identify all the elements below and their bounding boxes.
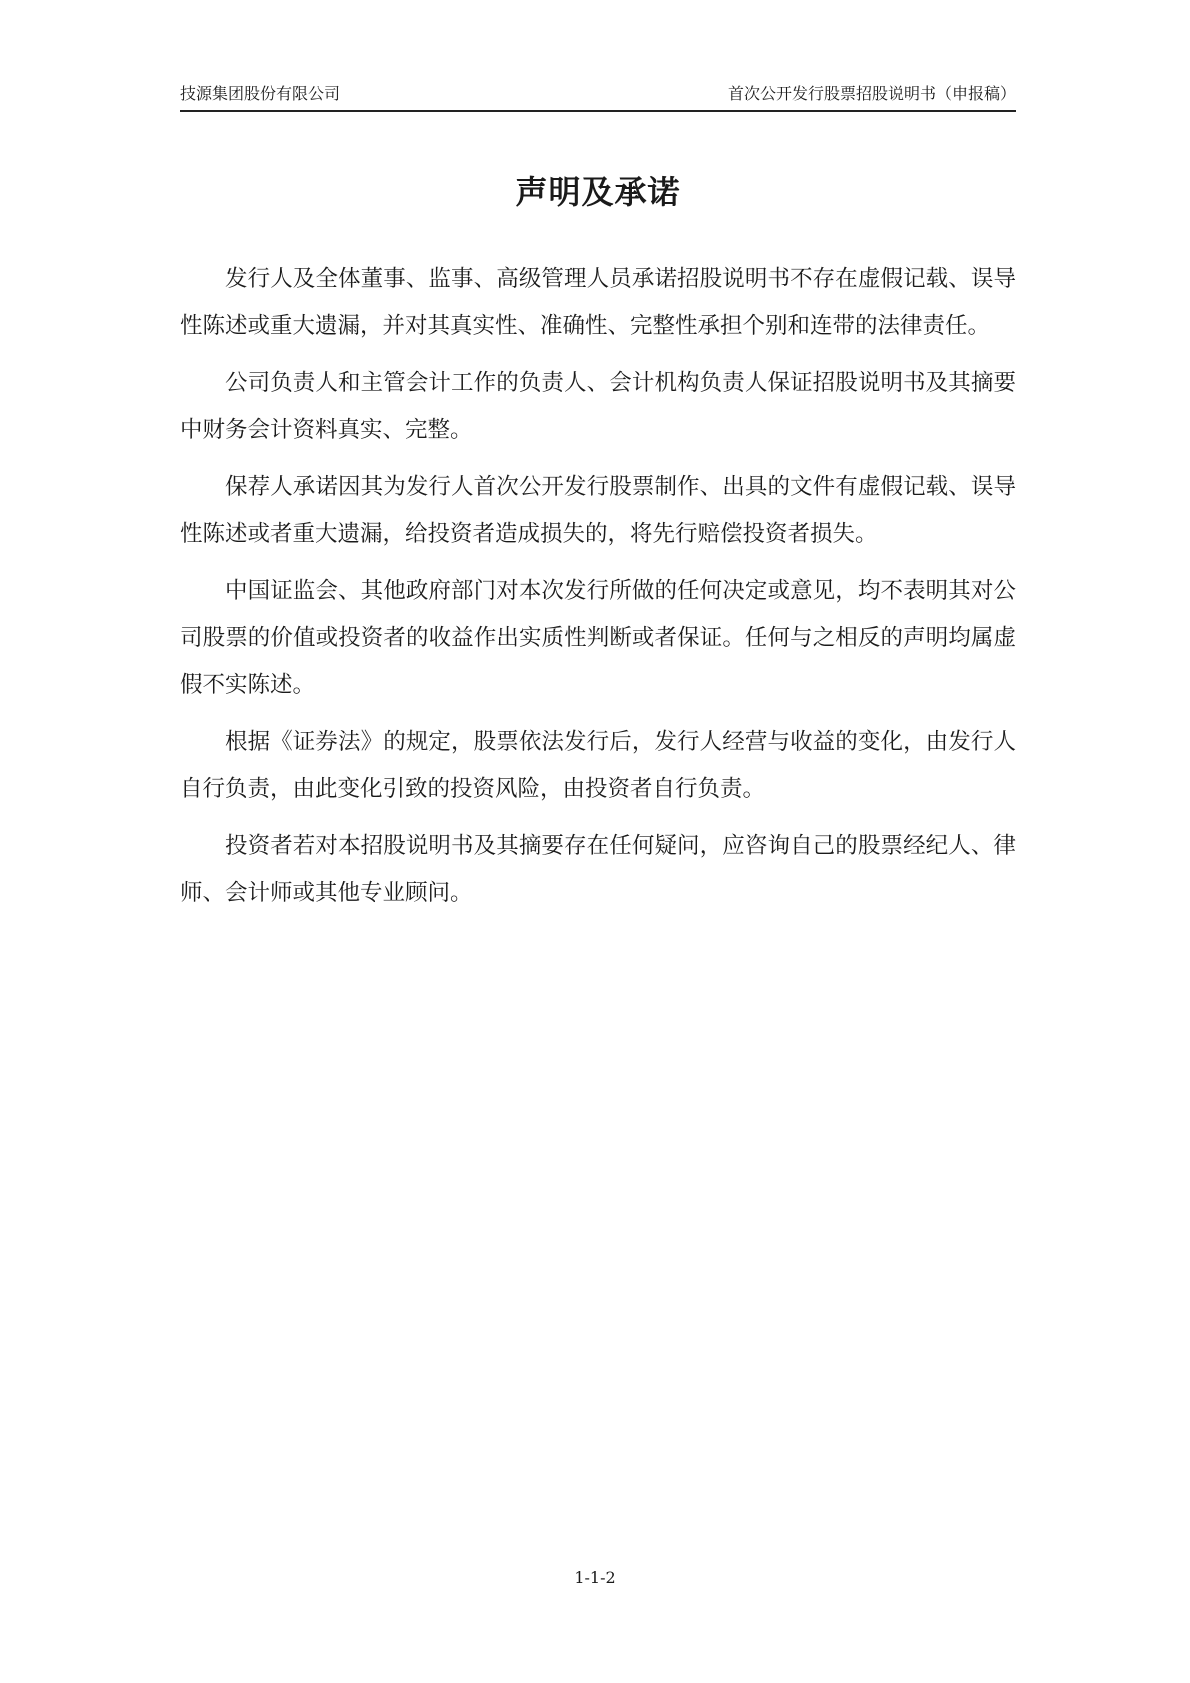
- paragraph-issuer-commitment: 发行人及全体董事、监事、高级管理人员承诺招股说明书不存在虚假记载、误导性陈述或重大遗漏，并对其真实性、准确性、完整性承担个别和连带的法律责任。: [180, 266, 1016, 339]
- page-number: 1-1-2: [574, 1568, 616, 1587]
- page-title: 声明及承诺: [515, 173, 681, 211]
- paragraph-investor-advice: 投资者若对本招股说明书及其摘要存在任何疑问，应咨询自己的股票经纪人、律师、会计师或其他专业顾问。: [180, 833, 1016, 906]
- paragraph-sponsor-commitment: 保荐人承诺因其为发行人首次公开发行股票制作、出具的文件有虚假记载、误导性陈述或者重大遗漏，给投资者造成损失的，将先行赔偿投资者损失。: [180, 474, 1016, 547]
- paragraph-securities-law: 根据《证券法》的规定，股票依法发行后，发行人经营与收益的变化，由发行人自行负责，由此变化引致的投资风险，由投资者自行负责。: [180, 729, 1016, 802]
- header-document-title: 首次公开发行股票招股说明书（申报稿）: [727, 84, 1016, 103]
- paragraph-financial-responsibility: 公司负责人和主管会计工作的负责人、会计机构负责人保证招股说明书及其摘要中财务会计资料真实、完整。: [180, 370, 1016, 443]
- page-header: [180, 84, 1016, 112]
- declaration-body: [180, 256, 1016, 927]
- header-company-name: 技源集团股份有限公司: [180, 84, 341, 103]
- paragraph-regulator-disclaimer: 中国证监会、其他政府部门对本次发行所做的任何决定或意见，均不表明其对公司股票的价值或投资者的收益作出实质性判断或者保证。任何与之相反的声明均属虚假不实陈述。: [180, 578, 1016, 698]
